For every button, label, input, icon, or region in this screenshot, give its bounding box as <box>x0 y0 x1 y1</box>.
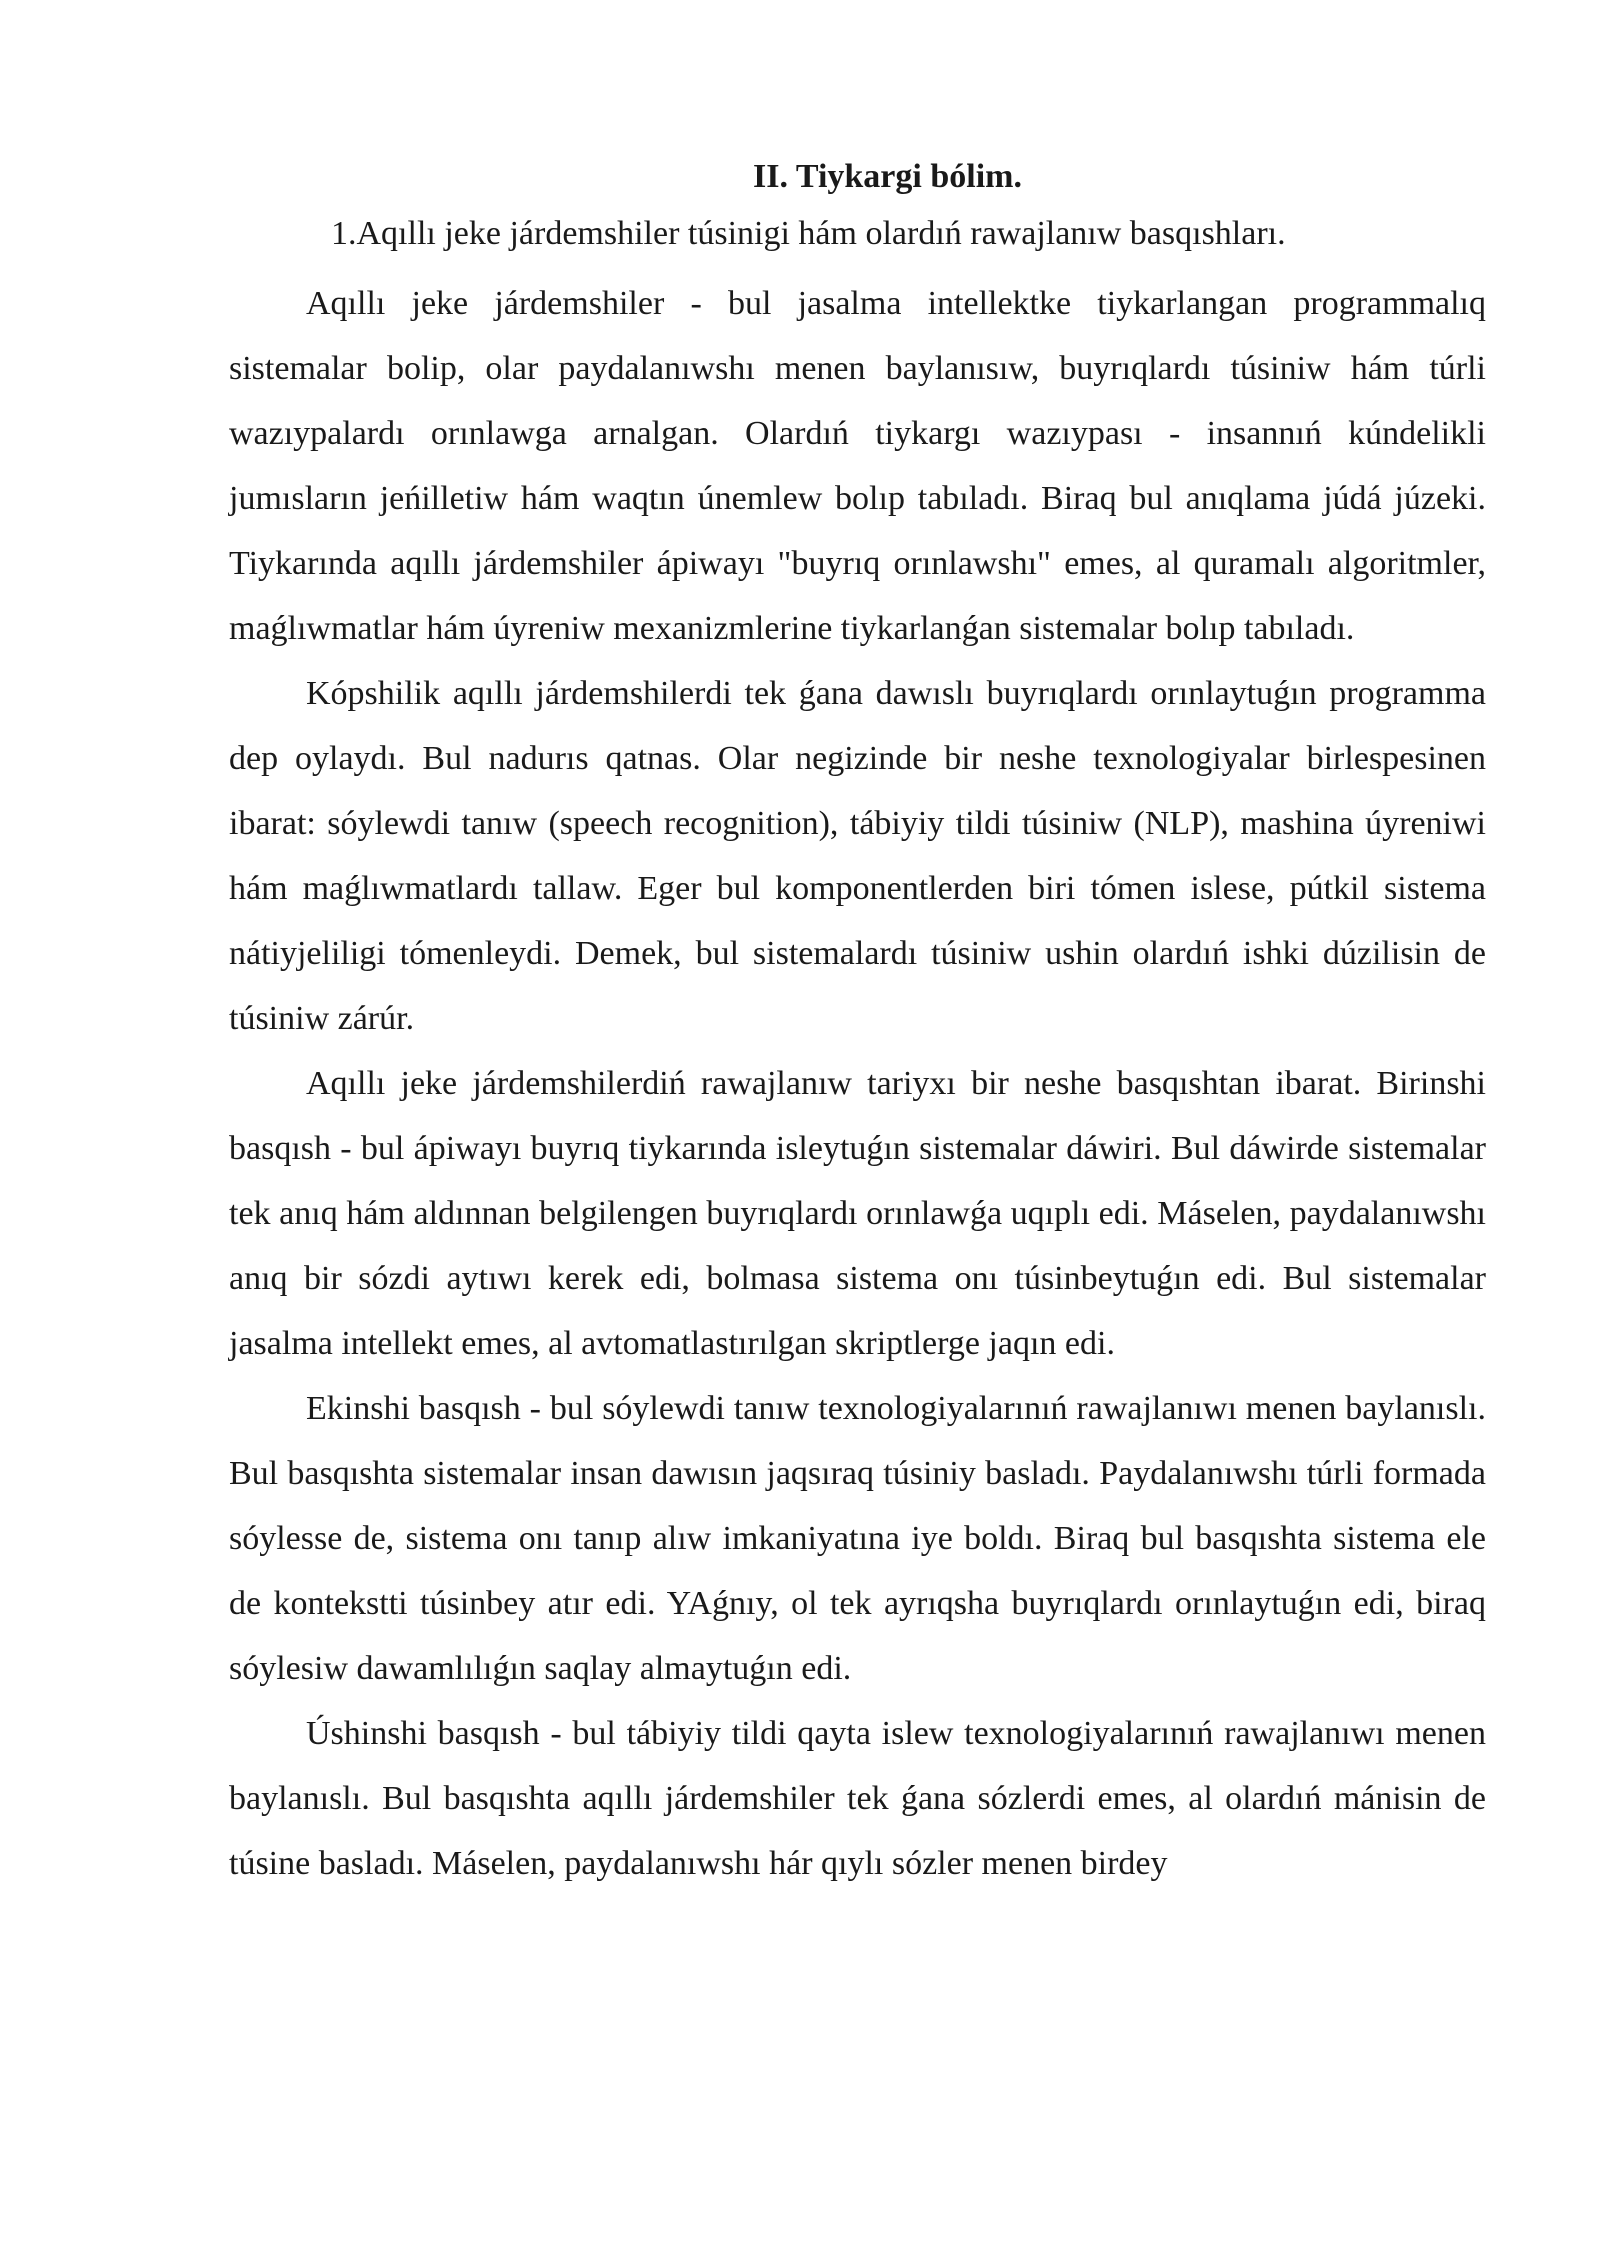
paragraph-4: Ekinshi basqısh - bul sóylewdi tanıw texnologiyalarınıń rawajlanıwı menen baylanıslı. Bul basqıshta sistemalar insan dawısın jaqsıraq túsiniy basladı. Paydalanıwshı túrli formada sóylesse de, sistema onı tanıp alıw imkaniyatına iye boldı. Biraq bul basqıshta sistema ele de kontekstti túsinbey atır edi. YAǵnıy, ol tek ayrıqsha buyrıqlardı orınlaytuǵın edi, biraq sóylesiw dawamlılıǵın saqlay almaytuǵın edi. <box>229 1390 1486 1687</box>
paragraph-3: Aqıllı jeke járdemshilerdiń rawajlanıw tariyxı bir neshe basqıshtan ibarat. Birinshi basqısh - bul ápiwayı buyrıq tiykarında isleytuǵın sistemalar dáwiri. Bul dáwirde sistemalar tek anıq hám aldınnan belgilengen buyrıqlardı orınlawǵa uqıplı edi. Máselen, paydalanıwshı anıq bir sózdi aytıwı kerek edi, bolmasa sistema onı túsinbeytuǵın edi. Bul sistemalar jasalma intellekt emes, al avtomatlastırılgan skriptlerge jaqın edi. <box>229 1065 1486 1362</box>
subsection-title: 1.Aqıllı jeke járdemshiler túsinigi hám olardıń rawajlanıw basqıshları. <box>331 215 1286 252</box>
document-body <box>229 152 1486 1896</box>
paragraph-1: Aqıllı jeke járdemshiler - bul jasalma intellektke tiykarlangan programmalıq sistemalar bolip, olar paydalanıwshı menen baylanısıw, buyrıqlardı túsiniw hám túrli wazıypalardı orınlawga arnalgan. Olardıń tiykargı wazıypası - insannıń kúndelikli jumısların jeńilletiw hám waqtın únemlew bolıp tabıladı. Biraq bul anıqlama júdá júzeki. Tiykarında aqıllı járdemshiler ápiwayı "buyrıq orınlawshı" emes, al quramalı algoritmler, maǵlıwmatlar hám úyreniw mexanizmlerine tiykarlanǵan sistemalar bolıp tabıladı. <box>229 285 1486 647</box>
paragraph-2: Kópshilik aqıllı járdemshilerdi tek ǵana dawıslı buyrıqlardı orınlaytuǵın programma dep oylaydı. Bul nadurıs qatnas. Olar negizinde bir neshe texnologiyalar birlespesinen ibarat: sóylewdi tanıw (speech recognition), tábiyiy tildi túsiniw (NLP), mashina úyreniwi hám maǵlıwmatlardı tallaw. Eger bul komponentlerden biri tómen islese, pútkil sistema nátiyjeliligi tómenleydi. Demek, bul sistemalardı túsiniw ushin olardıń ishki dúzilisin de túsiniw zárúr. <box>229 675 1486 1037</box>
section-title: II. Tiykargi bólim. <box>753 158 1022 195</box>
paragraph-5: Úshinshi basqısh - bul tábiyiy tildi qayta islew texnologiyalarınıń rawajlanıwı menen baylanıslı. Bul basqıshta aqıllı járdemshiler tek ǵana sózlerdi emes, al olardıń mánisin de túsine basladı. Máselen, paydalanıwshı hár qıylı sózler menen birdey <box>229 1715 1486 1882</box>
